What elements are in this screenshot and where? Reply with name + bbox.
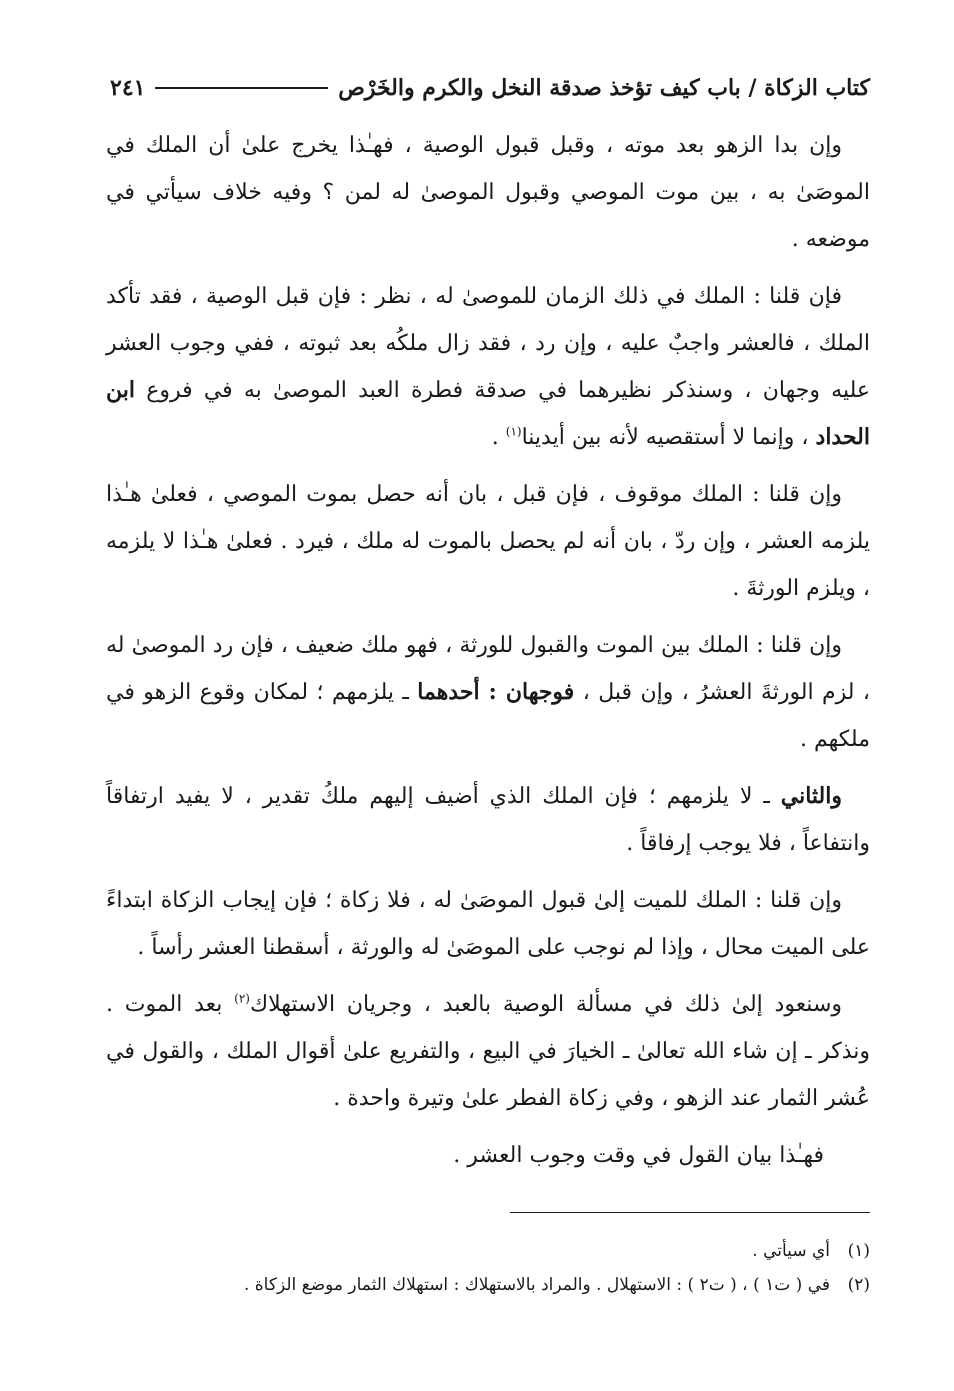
- paragraph-text: بعد الموت . ونذكر ـ إن شاء الله تعالىٰ ـ الخيارَ في البيع ، والتفريع علىٰ أقوال الملك ، والقول في عُشر الثمار عند الزهو ، وفي زكاة الفطر علىٰ وتيرة واحدة .: [106, 992, 870, 1111]
- paragraph-text: وإن قلنا : الملك للميت إلىٰ قبول الموصَىٰ له ، فلا زكاة ؛ فإن إيجاب الزكاة ابتداءً على الميت محال ، وإذا لم نوجب على الموصَىٰ له والورثة ، أسقطنا العشر رأساً .: [106, 888, 870, 960]
- paragraph-text: فهـٰذا بيان القول في وقت وجوب العشر .: [453, 1143, 824, 1168]
- bold-term: فوجهان : أحدهما: [417, 679, 575, 705]
- footnote-1: [106, 1234, 870, 1268]
- paragraph-7: [106, 981, 870, 1122]
- paragraph-text: .: [491, 425, 499, 450]
- page-number: ٢٤١: [110, 75, 146, 101]
- footnote-2: [106, 1268, 870, 1302]
- header-rule: [155, 87, 328, 89]
- footnotes: [106, 1234, 870, 1302]
- running-header: [110, 68, 870, 108]
- paragraph-1: [106, 122, 870, 263]
- main-text: [106, 122, 870, 1189]
- paragraph-8: [106, 1132, 870, 1179]
- paragraph-text: وإن قلنا : الملك بين الموت والقبول للورثة ، فهو ملك ضعيف ، فإن رد الموصىٰ له ، لزم الورثةَ العشرُ ، وإن قبل ،: [106, 633, 871, 705]
- footnote-marker-2: (٢): [234, 991, 250, 1006]
- footnote-separator: [510, 1212, 870, 1213]
- bold-term: والثاني: [780, 783, 842, 809]
- paragraph-6: [106, 877, 870, 971]
- paragraph-2: [106, 273, 870, 461]
- paragraph-5: [106, 773, 870, 867]
- footnote-number: (٢): [847, 1275, 870, 1295]
- paragraph-3: [106, 471, 870, 612]
- paragraph-text: ـ لا يلزمهم ؛ فإن الملك الذي أضيف إليهم ملكُ تقدير ، لا يفيد ارتفاقاً وانتفاعاً ، فلا يوجب إرفاقاً .: [106, 784, 870, 856]
- paragraph-text: فإن قلنا : الملك في ذلك الزمان للموصىٰ له ، نظر : فإن قبل الوصية ، فقد تأكد الملك ، فالعشر واجبٌ عليه ، وإن رد ، فقد زال ملكُه بعد ثبوته ، ففي وجوب العشر عليه وجهان ، وسنذكر نظيرهما في صدقة فطرة العبد الموصىٰ به في فروع: [106, 284, 871, 403]
- footnote-marker-1: (١): [505, 424, 522, 439]
- footnote-text: في ( ت١ ) ، ( ت٢ ) : الاستهلال . والمراد بالاستهلاك : استهلاك الثمار موضع الزكاة .: [243, 1275, 830, 1295]
- scholar-name: ابن الحداد: [106, 377, 870, 450]
- paragraph-text: وإن بدا الزهو بعد موته ، وقبل قبول الوصية ، فهـٰذا يخرج علىٰ أن الملك في الموصَىٰ به ، بين موت الموصي وقبول الموصىٰ له لمن ؟ وفيه خلاف سيأتي في موضعه .: [106, 133, 870, 252]
- paragraph-text: وسنعود إلىٰ ذلك في مسألة الوصية بالعبد ، وجريان الاستهلاك: [249, 992, 842, 1017]
- paragraph-4: [106, 622, 870, 763]
- paragraph-text: ، وإنما لا أستقصيه لأنه بين أيدينا: [521, 425, 809, 450]
- paragraph-text: وإن قلنا : الملك موقوف ، فإن قبل ، بان أنه حصل بموت الموصي ، فعلىٰ هـٰذا يلزمه العشر ، وإن ردّ ، بان أنه لم يحصل بالموت له ملك ، فيرد . فعلىٰ هـٰذا لا يلزمه ، ويلزم الورثةَ .: [106, 482, 870, 601]
- footnote-number: (١): [847, 1241, 870, 1261]
- paragraph-text: ـ يلزمهم ؛ لمكان وقوع الزهو في ملكهم .: [106, 680, 870, 752]
- footnote-text: أي سيأتي .: [752, 1241, 830, 1261]
- chapter-title: كتاب الزكاة / باب كيف تؤخذ صدقة النخل والكرم والخَرْص: [338, 75, 870, 101]
